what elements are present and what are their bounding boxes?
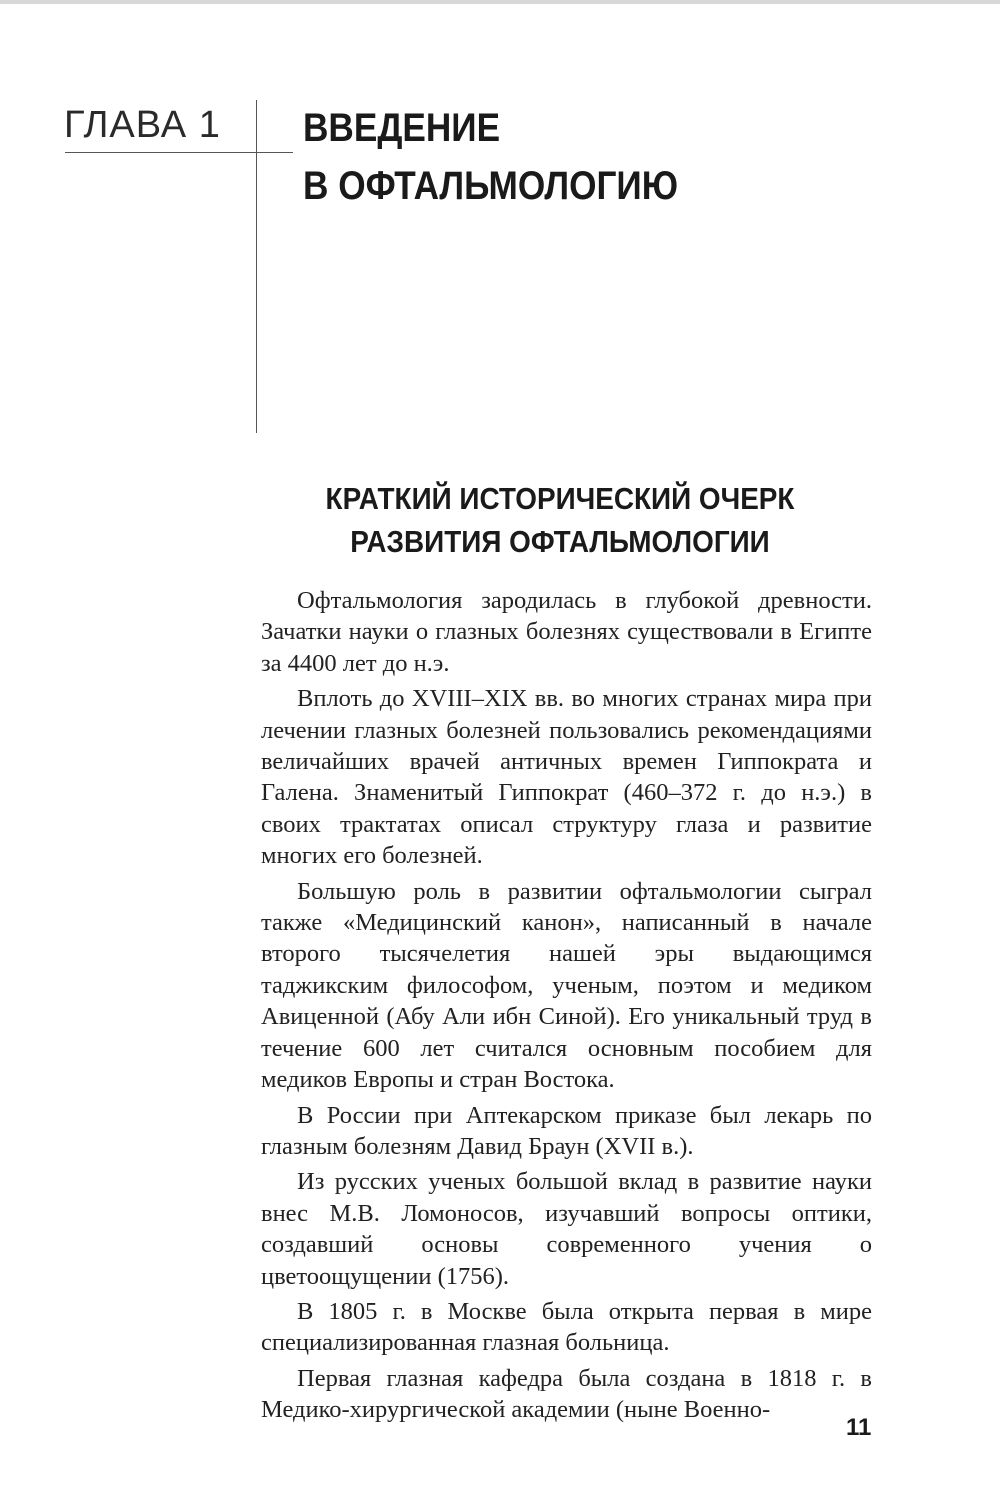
paragraph: Первая глазная кафедра была создана в 1818 г. в Медико-хирургической академии (ныне Военно- xyxy=(261,1364,872,1424)
page-top-edge xyxy=(0,0,1000,4)
section-title xyxy=(281,477,839,563)
paragraph: Вплоть до XVIII–XIX вв. во многих странах мира при лечении глазных болезней пользовались рекомендациями величайших врачей античных времен Гиппократа и Галена. Знаменитый Гиппократ (460–372 г. до н.э.) в своих трактатах описал структуру глаза и развитие многих его болезней. xyxy=(261,685,872,870)
paragraph: В 1805 г. в Москве была открыта первая в мире специализированная глазная больница. xyxy=(261,1297,872,1357)
paragraph: Офтальмология зародилась в глубокой древности. Зачатки науки о глазных болезнях существовали в Египте за 4400 лет до н.э. xyxy=(261,587,872,677)
chapter-title-line-1: ВВЕДЕНИЕ xyxy=(303,106,501,150)
paragraph: Из русских ученых большой вклад в развитие науки внес М.В. Ломоносов, изучавший вопросы оптики, создавший основы современного учения о цветоощущении (1756). xyxy=(261,1168,872,1290)
body-text xyxy=(261,585,872,1426)
chapter-divider-vertical xyxy=(256,100,257,433)
page-number: 11 xyxy=(846,1414,872,1441)
chapter-title xyxy=(303,99,678,215)
chapter-title-line-2: В ОФТАЛЬМОЛОГИЮ xyxy=(303,164,679,208)
paragraph: Большую роль в развитии офтальмологии сыграл также «Медицинский канон», написанный в начале второго тысячелетия нашей эры выдающимся таджикским философом, ученым, поэтом и медиком Авиценной (Абу Али ибн Синой). Его уникальный труд в течение 600 лет считался основным пособием для медиков Европы и стран Востока. xyxy=(261,877,872,1094)
section-title-line-1: КРАТКИЙ ИСТОРИЧЕСКИЙ ОЧЕРК xyxy=(325,481,795,516)
chapter-divider-horizontal xyxy=(65,152,293,153)
section-title-line-2: РАЗВИТИЯ ОФТАЛЬМОЛОГИИ xyxy=(350,524,770,559)
paragraph: В России при Аптекарском приказе был лекарь по глазным болезням Давид Браун (XVII в.). xyxy=(261,1101,872,1160)
chapter-label: ГЛАВА 1 xyxy=(64,104,221,146)
